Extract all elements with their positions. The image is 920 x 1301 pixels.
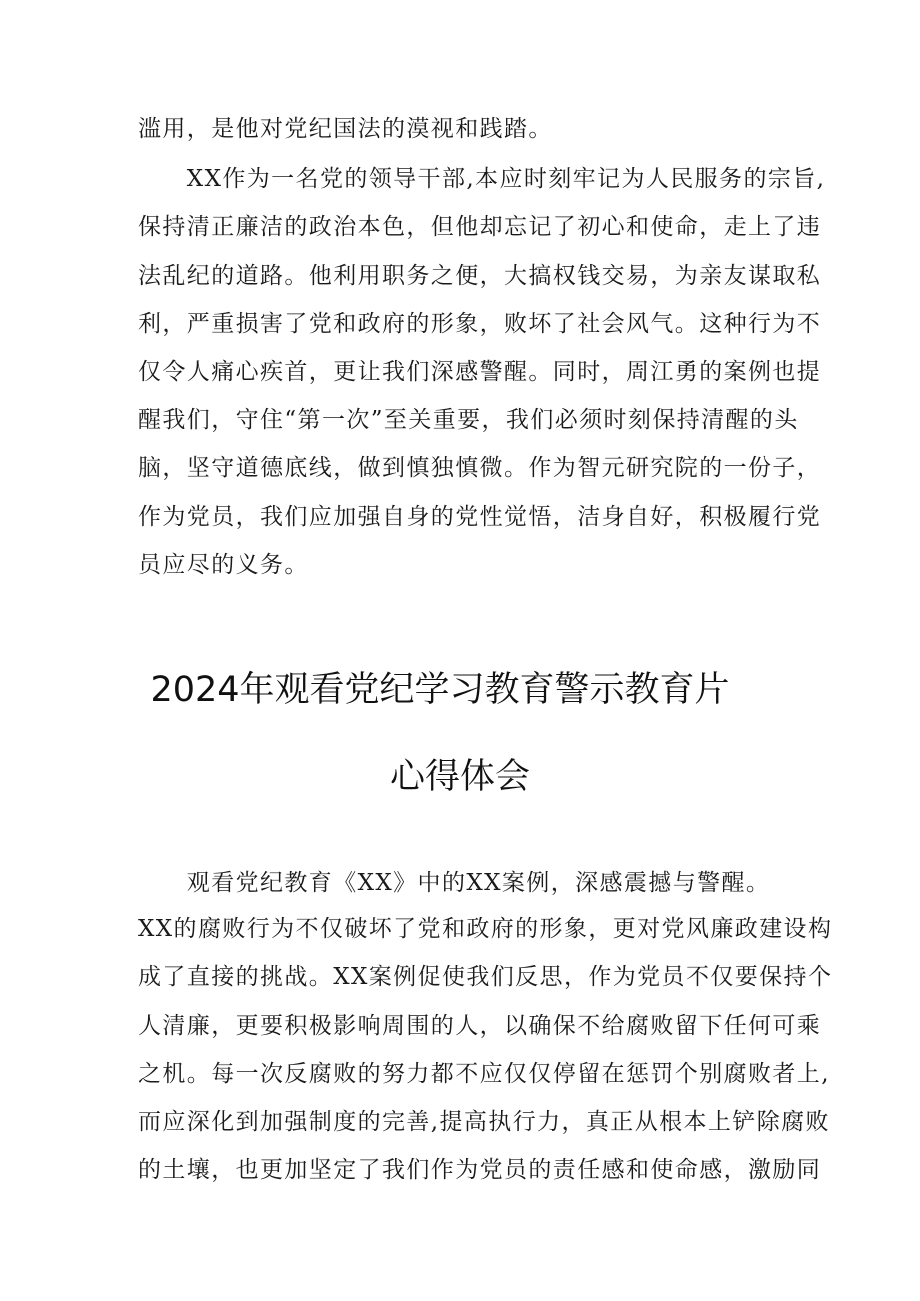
heading-line-1: 2024年观看党纪学习教育警示教育片 [150,670,730,710]
text-line: XX作为一名党的领导干部,本应时刻牢记为人民服务的宗旨, [138,166,826,192]
text-line: 人清廉，更要积极影响周围的人，以确保不给腐败留下任何可乘 [138,1013,822,1039]
text-line: 的土壤，也更加坚定了我们作为党员的责任感和使命感，激励同 [138,1157,822,1183]
text-line: XX的腐败行为不仅破坏了党和政府的形象，更对党风廉政建设构 [138,916,833,942]
heading-line-2: 心得体会 [389,757,530,797]
text-line: 醒我们，守住“第一次”至关重要，我们必须时刻保持清醒的头 [138,407,799,433]
text-line: 仅令人痛心疾首，更让我们深感警醒。同时，周江勇的案例也提 [138,359,822,385]
text-line: 滥用，是他对党纪国法的漠视和践踏。 [138,116,553,142]
text-line: 作为党员，我们应加强自身的党性觉悟，洁身自好，积极履行党 [138,504,822,530]
text-line: 保持清正廉洁的政治本色，但他却忘记了初心和使命，走上了违 [138,214,822,240]
text-line: 利，严重损害了党和政府的形象，败坏了社会风气。这种行为不 [138,311,822,337]
text-line: 之机。每一次反腐败的努力都不应仅仅停留在惩罚个别腐败者上, [138,1061,830,1087]
text-line: 观看党纪教育《XX》中的XX案例，深感震撼与警醒。 [138,870,771,896]
text-line: 而应深化到加强制度的完善,提高执行力，真正从根本上铲除腐败 [138,1109,830,1135]
text-line: 法乱纪的道路。他利用职务之便，大搞权钱交易，为亲友谋取私 [138,263,822,289]
text-line: 脑，坚守道德底线，做到慎独慎微。作为智元研究院的一份子， [138,455,822,481]
text-line: 成了直接的挑战。XX案例促使我们反思，作为党员不仅要保持个 [138,964,833,990]
text-line: 员应尽的义务。 [138,552,309,578]
